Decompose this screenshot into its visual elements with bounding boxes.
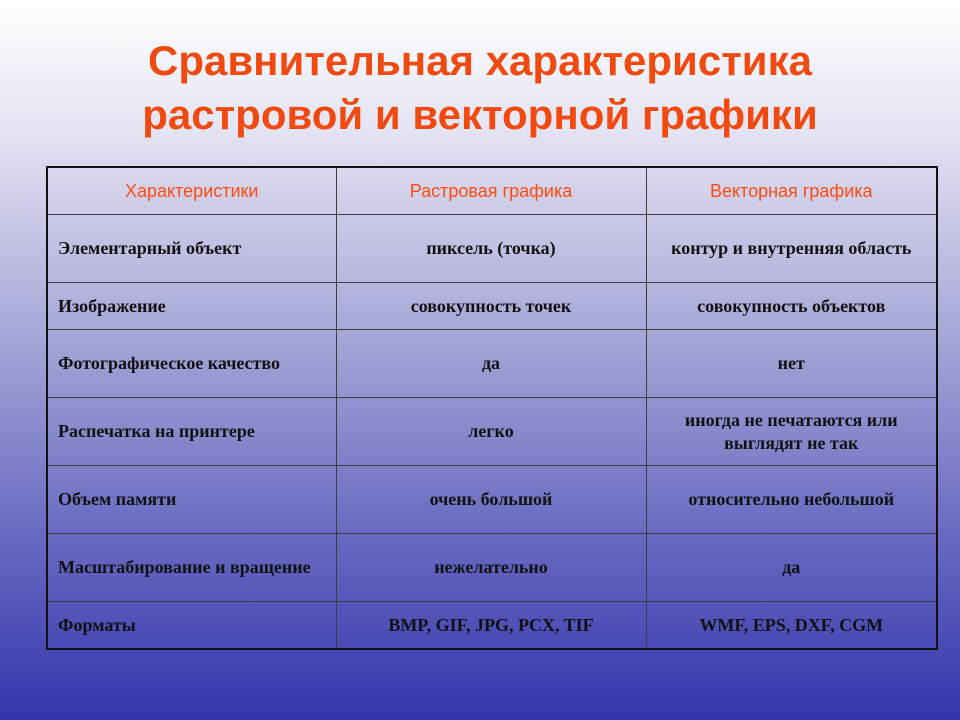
row-raster-value: BMP, GIF, JPG, PCX, TIF — [336, 602, 646, 650]
slide-title-line-1: Сравнительная характеристика — [148, 37, 812, 84]
table-row — [47, 466, 937, 534]
slide-title-line-2: растровой и векторной графики — [142, 91, 818, 138]
row-vector-value: да — [646, 534, 937, 602]
table-row — [47, 330, 937, 398]
row-raster-value: пиксель (точка) — [336, 215, 646, 283]
row-raster-value: совокупность точек — [336, 283, 646, 330]
row-raster-value: легко — [336, 398, 646, 466]
table-header-row — [47, 167, 937, 215]
row-vector-value: WMF, EPS, DXF, CGM — [646, 602, 937, 650]
header-characteristics: Характеристики — [47, 167, 336, 215]
slide-title — [0, 34, 960, 142]
row-raster-value: нежелательно — [336, 534, 646, 602]
row-characteristic: Объем памяти — [47, 466, 336, 534]
row-raster-value: да — [336, 330, 646, 398]
header-raster-graphics: Растровая графика — [336, 167, 646, 215]
table-row — [47, 398, 937, 466]
row-vector-value: контур и внутренняя область — [646, 215, 937, 283]
row-characteristic: Форматы — [47, 602, 336, 650]
table-row — [47, 534, 937, 602]
table-row — [47, 283, 937, 330]
row-vector-value: относительно небольшой — [646, 466, 937, 534]
row-characteristic: Распечатка на принтере — [47, 398, 336, 466]
row-vector-value: иногда не печатаются или выглядят не так — [646, 398, 937, 466]
row-characteristic: Масштабирование и вращение — [47, 534, 336, 602]
header-vector-graphics: Векторная графика — [646, 167, 937, 215]
table-row — [47, 215, 937, 283]
comparison-table — [46, 166, 938, 650]
row-raster-value: очень большой — [336, 466, 646, 534]
row-characteristic: Фотографическое качество — [47, 330, 336, 398]
row-characteristic: Изображение — [47, 283, 336, 330]
table-row — [47, 602, 937, 650]
row-characteristic: Элементарный объект — [47, 215, 336, 283]
row-vector-value: нет — [646, 330, 937, 398]
row-vector-value: совокупность объектов — [646, 283, 937, 330]
